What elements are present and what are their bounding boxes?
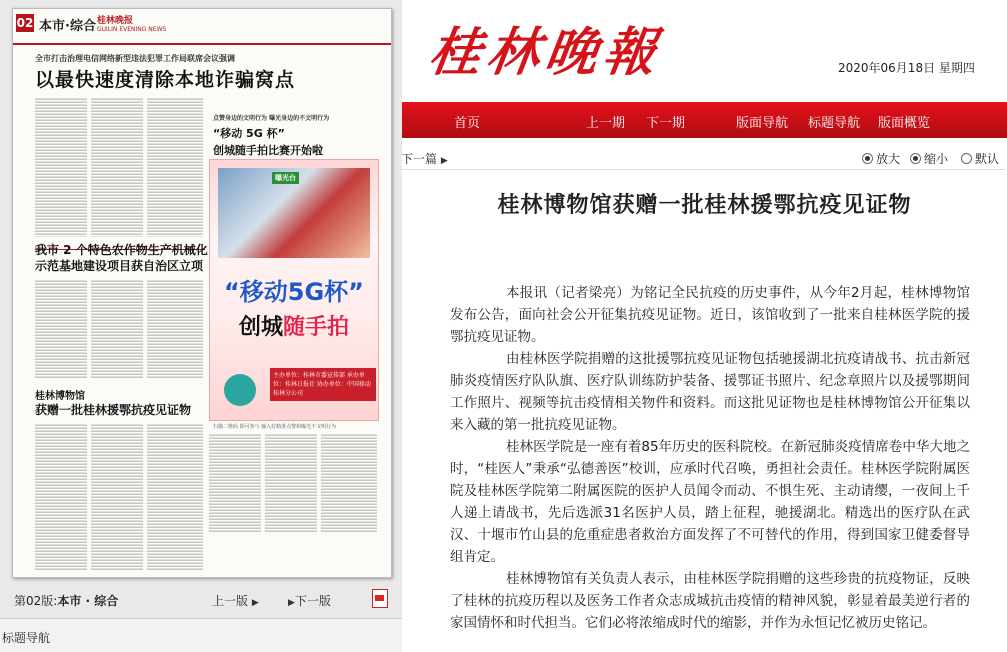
site-logo[interactable]: 桂林晚報 (425, 22, 666, 83)
ad-subtitle[interactable]: 创城随手拍比赛开始啦 (213, 144, 323, 157)
pdf-icon[interactable] (372, 589, 388, 608)
nav-prev-issue[interactable]: 上一期 (586, 116, 626, 131)
triangle-right-icon: ▶ (440, 156, 448, 166)
page-section: 本市·综合 (39, 19, 96, 34)
main-nav (402, 102, 1007, 138)
edition-label (14, 592, 118, 609)
main-story-title[interactable]: 以最快速度清除本地诈骗窝点 (35, 69, 296, 91)
issue-date: 2020年06月18日 星期四 (838, 61, 975, 75)
ad-slogan-2a: 创城 (238, 315, 283, 340)
title-nav-panel (0, 618, 402, 652)
text-column (91, 97, 143, 237)
article-paragraph: 本报讯（记者梁亮）为铭记全民抗疫的历史事件，从今年2月起，桂林博物馆发布公告，面向社会公开征集抗疫见证物。近日，该馆收到了一批来自桂林医学院的援鄂抗疫见证物。 (450, 285, 970, 345)
paper-header (13, 9, 391, 45)
text-column (35, 423, 87, 571)
text-column (91, 423, 143, 571)
text-column (35, 97, 87, 237)
page-footer (0, 586, 402, 614)
text-column (35, 279, 87, 379)
next-page-label: 下一版 (294, 594, 331, 608)
story3-title-line1[interactable]: 桂林博物馆 (35, 391, 85, 402)
ad-poster (209, 159, 379, 421)
radio-selected-icon[interactable] (910, 153, 921, 164)
article-paragraph: 桂林医学院是一座有着85年历史的医科院校。在新冠肺炎疫情席卷中华大地之时，“桂医人”秉承“弘德善医”校训，应承时代召唤，勇担社会责任。桂林医学院附属医院及桂林医学院第二附属医院的医护人员闻令而动、不惧生死、主动请缨，一夜间上千人递上请战书，先后选派31名医护人员，踏上征程，驰援湖北。精选出的医疗队在武汉、十堰市竹山县的危重症患者救治方面发挥了不可替代的作用，得到国家卫健委督导组肯定。 (450, 439, 970, 565)
text-column (147, 97, 203, 237)
paper-masthead: 桂林晚报 (97, 16, 134, 26)
divider (400, 169, 1005, 170)
article-body (450, 282, 970, 634)
ad-info: 主办单位：桂林市委宣传部 承办单位：桂林日报社 协办单位：中国移动桂林分公司 (270, 368, 376, 401)
prev-page-label: 上一版 (212, 594, 249, 608)
ad-slogan: “移动5G杯” (224, 278, 364, 306)
nav-next-issue[interactable]: 下一期 (646, 116, 686, 131)
zoom-out-label: 缩小 (924, 152, 949, 166)
ad-title[interactable]: “移动 5G 杯” (213, 127, 285, 140)
prev-page-link[interactable] (212, 592, 259, 609)
newspaper-panel (0, 0, 402, 651)
ad-kicker: 点赞身边的文明行为 曝光身边的不文明行为 (213, 115, 330, 122)
triangle-right-icon: ▶ (288, 598, 295, 608)
zoom-default-option[interactable] (961, 150, 999, 167)
ad-slogan-2 (216, 310, 372, 341)
story2-title-line2[interactable]: 示范基地建设项目获自治区立项 (35, 259, 204, 273)
text-column (321, 433, 377, 533)
zoom-in-label: 放大 (876, 152, 901, 166)
radio-selected-icon[interactable] (862, 153, 873, 164)
ad-caption: 扫描二维码 即可参与 输入好精准点赞和曝光不文明行为 (213, 424, 337, 430)
text-column (147, 279, 203, 379)
triangle-right-icon: ▶ (251, 598, 259, 608)
nav-title-nav[interactable]: 标题导航 (808, 116, 861, 131)
text-column (209, 433, 261, 533)
story3-title-line2[interactable]: 获赠一批桂林援鄂抗疫见证物 (35, 403, 192, 417)
radio-icon[interactable] (961, 153, 972, 164)
china-mobile-logo (224, 374, 256, 406)
article-paragraph: 桂林博物馆有关负责人表示，由桂林医学院捐赠的这些珍贵的抗疫物证，反映了桂林的抗疫历程以及医务工作者众志成城抗击疫情的精神风貌，彰显着最美逆行者的家国情怀和时代担当。它们必将浓缩成时代的缩影，并作为永恒记忆被历史铭记。 (450, 571, 970, 631)
article-title: 桂林博物馆获赠一批桂林援鄂抗疫见证物 (497, 192, 912, 218)
newspaper-page-image[interactable] (12, 8, 392, 578)
text-column (147, 423, 203, 571)
article-paragraph: 由桂林医学院捐赠的这批援鄂抗疫见证物包括驰援湖北抗疫请战书、抗击新冠肺炎疫情医疗队队旗、医疗队训练防护装备、援鄂证书照片、纪念章照片以及援鄂期间工作照片、视频等抗击疫情相关物件和资料。而这批见证物也是桂林博物馆公开征集以来入藏的第一批抗疫见证物。 (450, 351, 970, 433)
story2-title-line1[interactable]: 我市 2 个特色农作物生产机械化 (35, 243, 208, 257)
next-article-link[interactable] (401, 150, 448, 167)
nav-page-overview[interactable]: 版面概览 (878, 116, 931, 131)
next-article-label: 下一篇 (401, 152, 438, 166)
zoom-out-option[interactable] (910, 150, 948, 167)
page-number-badge: 02 (16, 16, 34, 30)
edition-name: 本市 · 综合 (57, 594, 119, 608)
next-page-link[interactable] (288, 592, 331, 609)
main-story-kicker[interactable]: 全市打击治理电信网络新型违法犯罪工作局联席会议强调 (35, 54, 235, 63)
text-column (91, 279, 143, 379)
paper-masthead-en: GUILIN EVENING NEWS (97, 26, 167, 33)
ad-photo (218, 168, 370, 258)
ad-slogan-2b: 随手拍 (283, 315, 350, 340)
zoom-in-option[interactable] (862, 150, 900, 167)
text-column (265, 433, 317, 533)
ad-photo-tag: 曝光台 (272, 172, 299, 184)
nav-page-nav[interactable]: 版面导航 (736, 116, 789, 131)
title-nav-label: 标题导航 (2, 631, 51, 645)
nav-home[interactable]: 首页 (454, 116, 481, 131)
zoom-default-label: 默认 (975, 152, 1000, 166)
edition-prefix: 第02版: (14, 594, 58, 608)
